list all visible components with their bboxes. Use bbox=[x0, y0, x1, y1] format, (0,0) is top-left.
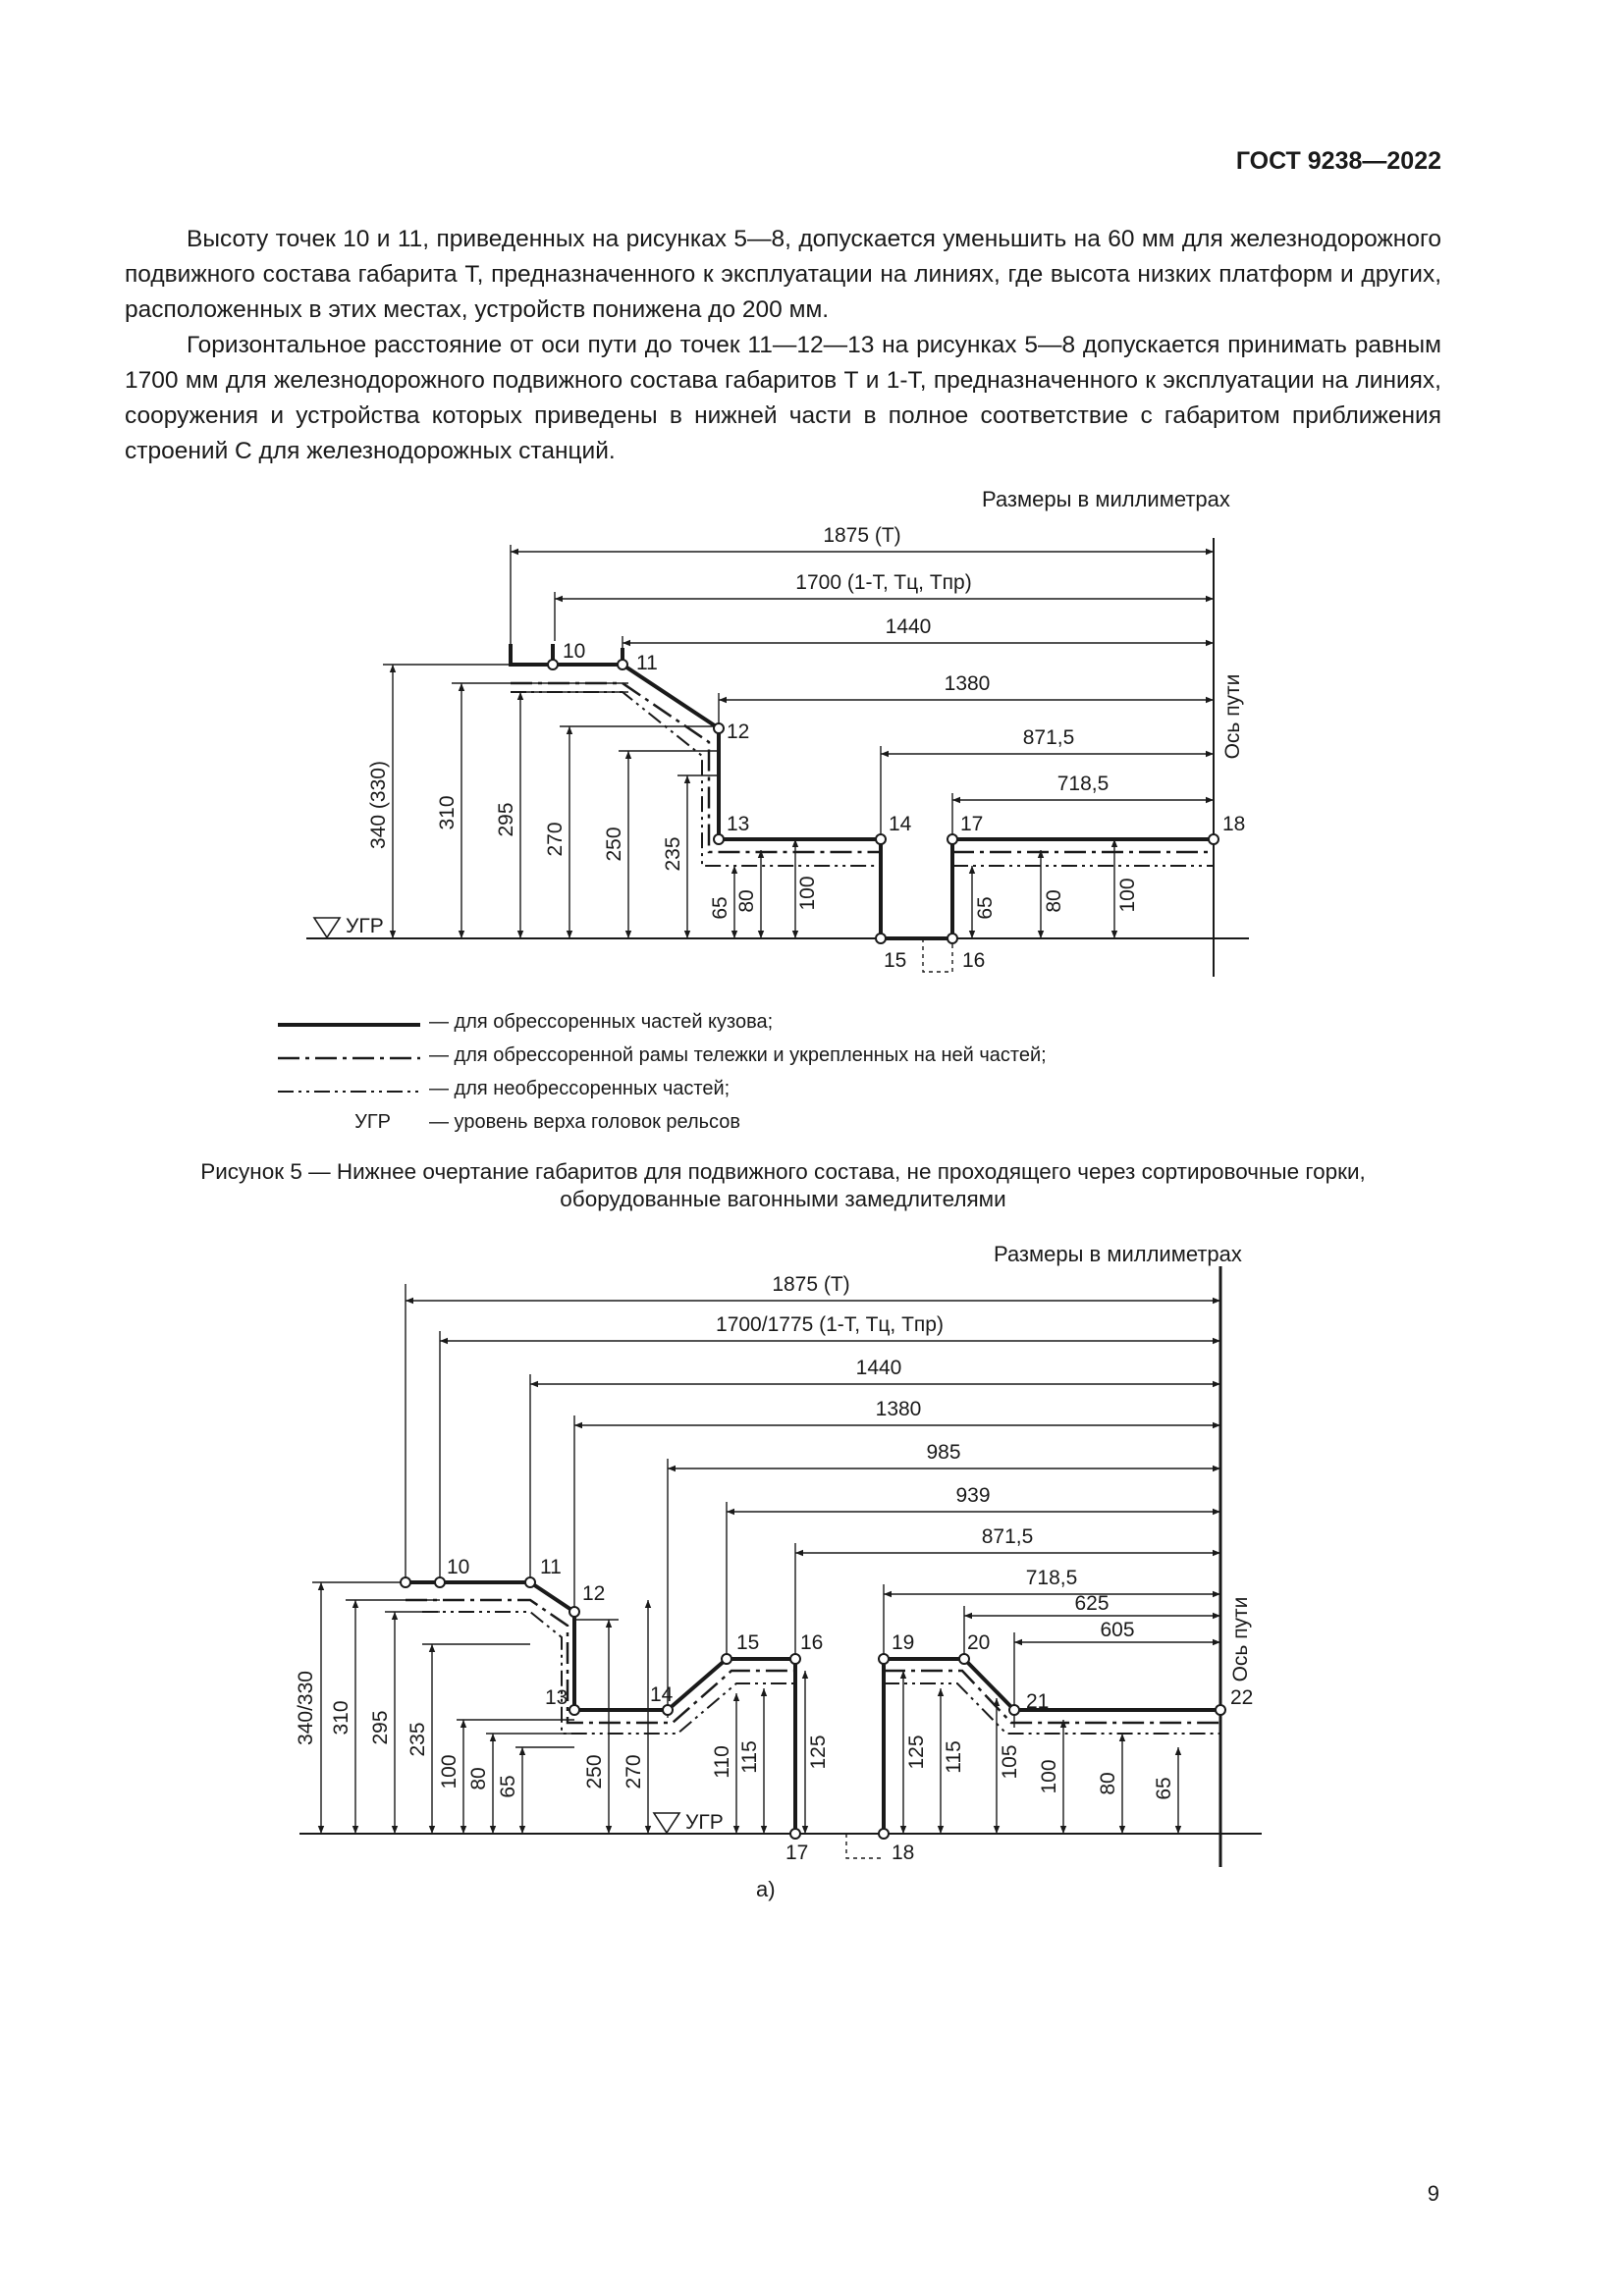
caption-line-2: оборудованные вагонными замедлителями bbox=[560, 1187, 1006, 1211]
fig2-dim-625: 625 bbox=[1074, 1592, 1110, 1615]
fig2-dim-1875: 1875 (T) bbox=[772, 1273, 850, 1296]
fig2-vdim-65a: 65 bbox=[497, 1775, 519, 1798]
page-number: 9 bbox=[1427, 2181, 1439, 2206]
fig2-vdim-250: 250 bbox=[583, 1754, 606, 1789]
fig1-vdim-65b: 65 bbox=[974, 896, 997, 920]
fig2-vdim-65b: 65 bbox=[1153, 1777, 1175, 1800]
fig2-vdim-115a: 115 bbox=[738, 1740, 761, 1774]
fig2-vdim-125b: 125 bbox=[905, 1735, 928, 1770]
fig2-dim-1440: 1440 bbox=[855, 1357, 902, 1379]
fig2-rail-label: УГР bbox=[685, 1811, 724, 1834]
fig2-dim-871: 871,5 bbox=[981, 1525, 1034, 1548]
fig2-dim-605: 605 bbox=[1100, 1619, 1135, 1641]
legend-dashdotdot-line bbox=[278, 1087, 420, 1096]
fig2-point-11: 11 bbox=[540, 1556, 562, 1578]
fig1-point-11: 11 bbox=[636, 652, 658, 674]
fig1-point-14: 14 bbox=[889, 813, 912, 835]
figure1-drawing bbox=[0, 0, 1624, 1011]
fig2-point-16: 16 bbox=[800, 1631, 824, 1654]
fig1-point-16: 16 bbox=[962, 949, 986, 972]
legend-solid-line bbox=[278, 1020, 420, 1030]
fig1-rail-label: УГР bbox=[346, 915, 384, 937]
legend-dashdot-line bbox=[278, 1053, 420, 1063]
fig1-vdim-100a: 100 bbox=[796, 876, 819, 911]
fig2-vdim-115b: 115 bbox=[943, 1740, 965, 1774]
fig2-vdim-80b: 80 bbox=[1097, 1772, 1119, 1795]
fig1-dim-1700: 1700 (1-T, Tц, Tпр) bbox=[795, 571, 972, 594]
fig2-axis-label: Ось пути bbox=[1229, 1596, 1252, 1682]
fig2-point-13: 13 bbox=[545, 1686, 568, 1709]
legend-text-1: — для обрессоренных частей кузова; bbox=[429, 1011, 774, 1033]
paragraph-1: Высоту точек 10 и 11, приведенных на рисунках 5—8, допускается уменьшить на 60 мм для железнодорожного подвижного состава габарита Т, предназначенного к эксплуатации на линиях, где высота низких платформ и других, расположенных в этих местах, устройств понижена до 200 мм. bbox=[125, 226, 1441, 323]
fig1-point-15: 15 bbox=[884, 949, 907, 972]
fig1-point-18: 18 bbox=[1222, 813, 1246, 835]
fig1-vdim-340: 340 (330) bbox=[367, 761, 390, 849]
fig1-vdim-100b: 100 bbox=[1116, 878, 1139, 913]
fig1-dim-1440: 1440 bbox=[885, 615, 932, 638]
fig2-vdim-270: 270 bbox=[623, 1754, 645, 1789]
fig2-vdim-125a: 125 bbox=[807, 1735, 830, 1770]
fig2-point-12: 12 bbox=[582, 1582, 606, 1605]
fig2-dim-718: 718,5 bbox=[1025, 1567, 1078, 1589]
legend-text-4: — уровень верха головок рельсов bbox=[429, 1111, 741, 1133]
fig1-vdim-235: 235 bbox=[662, 836, 684, 872]
fig2-vdim-310: 310 bbox=[330, 1700, 352, 1735]
fig1-vdim-310: 310 bbox=[436, 795, 459, 830]
fig1-dim-718: 718,5 bbox=[1056, 773, 1110, 795]
legend-ugr-label: УГР bbox=[354, 1111, 391, 1133]
fig2-dim-939: 939 bbox=[955, 1484, 991, 1507]
fig1-vdim-80b: 80 bbox=[1043, 889, 1065, 913]
fig2-point-14: 14 bbox=[650, 1683, 674, 1706]
paragraph-2: Горизонтальное расстояние от оси пути до точек 11—12—13 на рисунках 5—8 допускается принимать равным 1700 мм для железнодорожного подвижного состава габаритов Т и 1-Т, предназначенного к эксплуатации на линиях, сооружения и устройства которых приведены в нижней части в полное соответствие с габаритом приближения строений С для железнодорожных станций. bbox=[125, 332, 1441, 464]
fig1-point-17: 17 bbox=[960, 813, 984, 835]
fig1-vdim-65a: 65 bbox=[709, 896, 731, 920]
figure1-units-note: Размеры в миллиметрах bbox=[982, 487, 1230, 511]
fig2-vdim-110: 110 bbox=[711, 1745, 733, 1779]
figure-caption bbox=[125, 1158, 1441, 1213]
fig1-vdim-270: 270 bbox=[544, 822, 567, 857]
fig2-point-19: 19 bbox=[892, 1631, 915, 1654]
fig2-dim-1380: 1380 bbox=[875, 1398, 922, 1420]
fig1-vdim-295: 295 bbox=[495, 802, 517, 837]
fig2-vdim-100b: 100 bbox=[1038, 1759, 1060, 1794]
fig1-point-10: 10 bbox=[563, 640, 586, 663]
fig2-point-22: 22 bbox=[1230, 1686, 1254, 1709]
fig2-point-18: 18 bbox=[892, 1842, 915, 1864]
fig2-vdim-340: 340/330 bbox=[295, 1671, 317, 1745]
figure2-sublabel: а) bbox=[756, 1877, 776, 1901]
fig2-vdim-235: 235 bbox=[406, 1722, 429, 1757]
fig1-vdim-80a: 80 bbox=[735, 889, 758, 913]
figure2-units-note: Размеры в миллиметрах bbox=[994, 1242, 1242, 1266]
caption-line-1: Рисунок 5 — Нижнее очертание габаритов для подвижного состава, не проходящего через сортировочные горки, bbox=[200, 1159, 1366, 1184]
fig1-axis-label: Ось пути bbox=[1221, 673, 1244, 760]
fig2-point-17: 17 bbox=[785, 1842, 809, 1864]
fig2-point-10: 10 bbox=[447, 1556, 470, 1578]
fig1-point-12: 12 bbox=[727, 721, 750, 743]
fig2-point-21: 21 bbox=[1026, 1690, 1050, 1713]
fig2-dim-985: 985 bbox=[926, 1441, 961, 1464]
fig2-vdim-100a: 100 bbox=[438, 1754, 460, 1789]
fig2-dim-1700: 1700/1775 (1-T, Tц, Tпр) bbox=[716, 1313, 944, 1336]
fig1-point-13: 13 bbox=[727, 813, 750, 835]
legend-text-3: — для необрессоренных частей; bbox=[429, 1078, 731, 1099]
fig1-dim-871: 871,5 bbox=[1022, 726, 1075, 749]
legend-text-2: — для обрессоренной рамы тележки и укрепленных на ней частей; bbox=[429, 1044, 1047, 1066]
fig2-vdim-80a: 80 bbox=[467, 1767, 490, 1790]
standard-number: ГОСТ 9238—2022 bbox=[1235, 147, 1441, 175]
fig2-vdim-105: 105 bbox=[999, 1744, 1021, 1780]
fig1-dim-1380: 1380 bbox=[944, 672, 991, 695]
fig2-vdim-295: 295 bbox=[369, 1710, 392, 1745]
fig2-point-20: 20 bbox=[967, 1631, 991, 1654]
fig2-point-15: 15 bbox=[736, 1631, 760, 1654]
fig1-vdim-250: 250 bbox=[603, 827, 625, 862]
figure2-drawing bbox=[0, 1266, 1624, 1875]
fig1-dim-1875: 1875 (T) bbox=[823, 524, 901, 547]
